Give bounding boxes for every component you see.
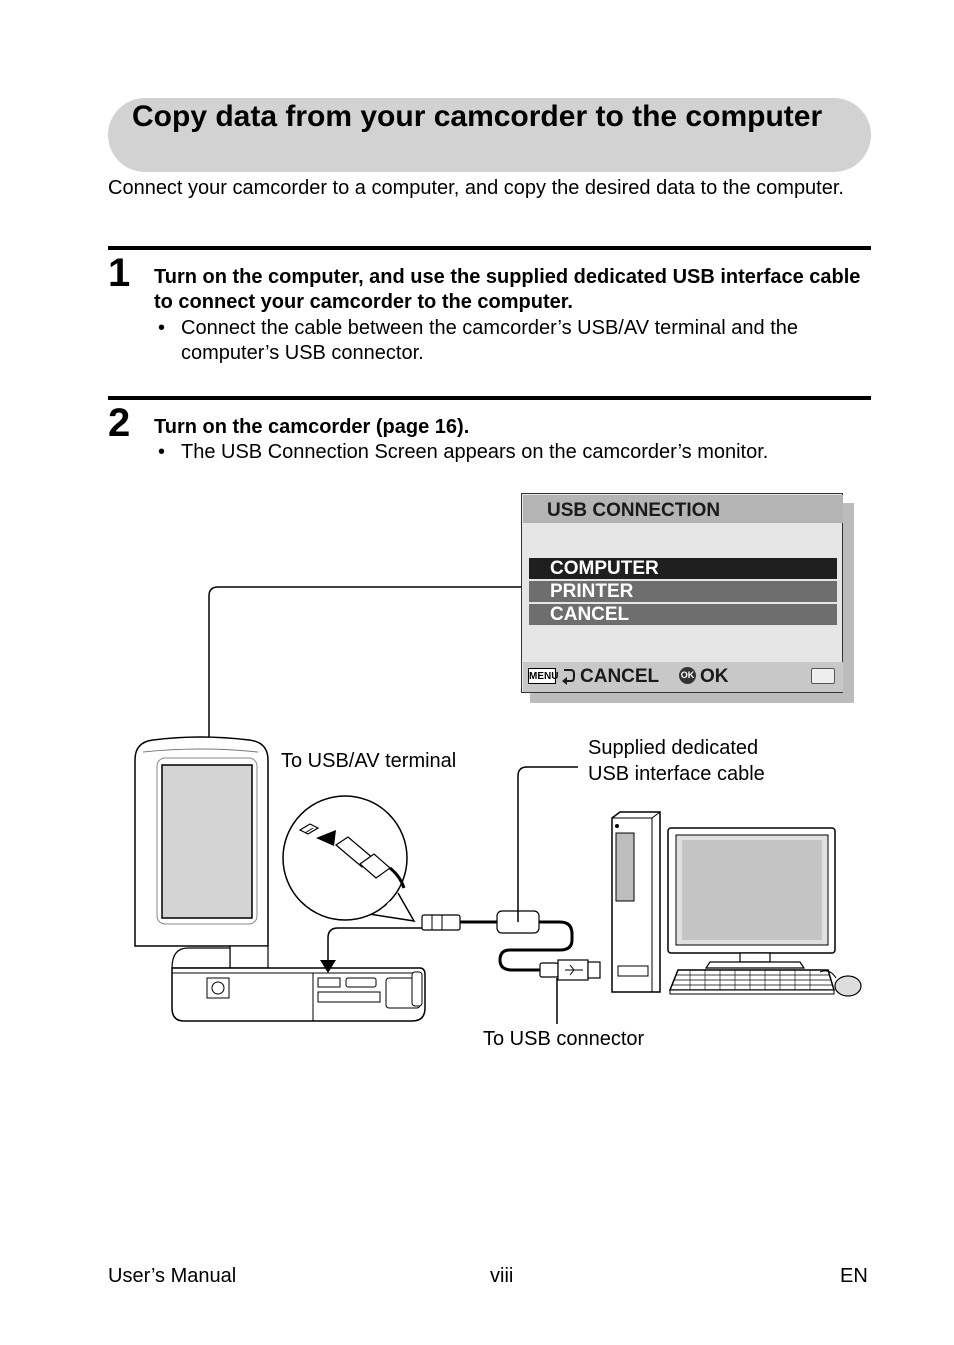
menu-item-label: CANCEL [550, 604, 630, 625]
usb-connection-screen [521, 493, 843, 693]
cancel-hint-label: CANCEL [580, 666, 660, 687]
pc-tower-illustration [612, 812, 660, 992]
callout-cable-line2: USB interface cable [588, 763, 765, 785]
step-heading: Turn on the camcorder (page 16). [154, 416, 470, 438]
menu-item-label: COMPUTER [550, 558, 659, 579]
bullet-marker: • [158, 317, 166, 339]
terminal-pointer-line [328, 928, 422, 963]
ok-button-icon: OK [679, 667, 696, 684]
lcd-header-label: USB CONNECTION [547, 500, 721, 521]
intro-text: Connect your camcorder to a computer, and copy the desired data to the computer. [108, 177, 844, 199]
footer-language: EN [840, 1265, 868, 1287]
lcd-header [523, 495, 843, 523]
connector-zoom-bubble [283, 796, 414, 921]
usb-cable [422, 911, 600, 980]
page-title: Copy data from your camcorder to the computer [132, 100, 823, 133]
step-heading: Turn on the computer, and use the supplied dedicated USB interface cable to connect your camcorder to the computer. [154, 266, 861, 313]
callout-cable-line1: Supplied dedicated [588, 737, 759, 759]
menu-item-printer[interactable] [529, 581, 837, 602]
page-number: viii [490, 1265, 514, 1287]
callout-usb-av-terminal: To USB/AV terminal [281, 750, 457, 772]
menu-item-cancel[interactable] [529, 604, 837, 625]
step-number: 2 [108, 401, 131, 445]
return-arrow-icon [561, 667, 575, 685]
bullet-text: The USB Connection Screen appears on the camcorder’s monitor. [181, 441, 769, 463]
cable-leader-line [518, 767, 578, 922]
computer-monitor-illustration [668, 828, 835, 968]
ok-hint-label: OK [700, 666, 729, 687]
menu-item-label: PRINTER [550, 581, 634, 602]
lcd-footer [523, 662, 843, 692]
footer-manual-label: User’s Manual [108, 1265, 237, 1287]
bullet-text: Connect the cable between the camcorder’s USB/AV terminal and the computer’s USB connector. [181, 317, 799, 364]
battery-icon [811, 668, 835, 684]
bullet-marker: • [158, 441, 166, 463]
keyboard-illustration [670, 970, 834, 994]
step-number: 1 [108, 251, 131, 295]
callout-usb-connector: To USB connector [483, 1028, 645, 1050]
menu-item-computer[interactable] [529, 558, 837, 579]
menu-button-icon: MENU [528, 668, 556, 684]
